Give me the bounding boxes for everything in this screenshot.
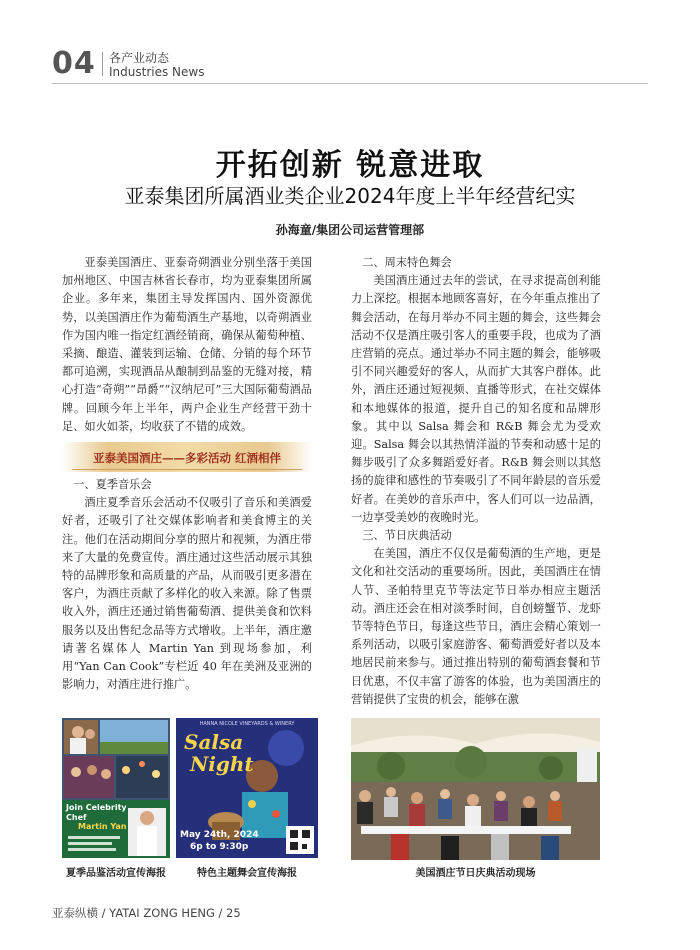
festival-event-photo: [351, 718, 600, 860]
section-number: 04: [52, 46, 96, 81]
section-title-en: Industries News: [109, 65, 205, 79]
article-author: 孙海童/集团公司运营管理部: [275, 223, 425, 237]
article-subtitle: 亚泰集团所属酒业类企业2024年度上半年经营纪实: [124, 184, 576, 208]
caption-summer-tasting: 夏季品鉴活动宣传海报: [66, 868, 166, 879]
section-divider: [102, 52, 103, 76]
banner-underline: [72, 469, 302, 470]
intro-paragraph: 亚泰美国酒庄、亚泰奇朔酒业分别坐落于美国加州地区、中国吉林省长春市，均为亚泰集团所属企业。多年来，集团主导发挥国内、国外资源优势，以美国酒庄作为葡萄酒生产基地，以奇朔酒业作为国内唯一指定红酒经销商，确保从葡萄种植、采摘、酿造、灌装到运输、仓储、分销的每个环节都可追溯，实现酒品从酿制到品鉴的无缝对接，精心打造“奇朔”“昂爵”“汉纳尼可”三大国际葡萄酒品牌。回顾今年上半年，两户企业生产经营干劲十足、如火如荼，均收获了不错的成效。: [62, 256, 312, 433]
right-column: [351, 254, 601, 709]
heading-summer-concert: 一、夏季音乐会: [73, 478, 152, 492]
salsa-title-1: Salsa: [184, 730, 244, 754]
caption-salsa-night: 特色主题舞会宣传海报: [197, 868, 297, 879]
page-footer: 亚泰纵横 / YATAI ZONG HENG / 25: [52, 906, 241, 920]
celebrity-name: Martin Yan: [78, 822, 127, 831]
salsa-date: May 24th, 2024: [180, 830, 259, 840]
caption-festival: 美国酒庄节日庆典活动现场: [415, 868, 536, 879]
heading-festival: 三、节日庆典活动: [362, 529, 452, 543]
article-title: 开拓创新 锐意进取: [215, 148, 485, 183]
celebrity-headline: Join Celebrity Chef: [66, 803, 127, 822]
salsa-winery-name: HANNA NICOLE VINEYARDS & WINERY: [199, 721, 295, 727]
left-column: [62, 254, 312, 694]
heading-weekend-dance: 二、周末特色舞会: [362, 256, 452, 269]
section-banner-text: 亚泰美国酒庄——多彩活动 红酒相伴: [92, 451, 281, 466]
salsa-time: 6p to 9:30p: [190, 842, 249, 852]
section-title-cn: 各产业动态: [109, 51, 170, 65]
summer-tasting-poster-art: [62, 718, 170, 858]
salsa-title-2: Night: [190, 752, 254, 776]
festival-event-photo-art: [351, 718, 600, 860]
salsa-night-poster: [176, 718, 318, 858]
paragraph-summer-concert: 酒庄夏季音乐会活动不仅吸引了音乐和美酒爱好者，还吸引了社交媒体影响者和美食博主的关注。他们在活动期间分享的照片和视频，为酒庄带来了大量的免费宣传。酒庄通过这些活动展示其独特的品牌形象和高质量的产品，从而吸引更多潜在客户，为酒庄贡献了多样化的收入来源。除了售票收入外，酒庄还通过销售葡萄酒、提供美食和饮料服务以及出售纪念品等方式增收。上半年，酒庄邀请著名媒体人 Martin Yan 到现场参加，利用“Yan Can Cook”专栏近 40 年在美洲及亚洲的影响力，对酒庄进行推广。: [62, 496, 312, 692]
paragraph-festival: 在美国，酒庄不仅仅是葡萄酒的生产地，更是文化和社交活动的重要场所。因此，美国酒庄在情人节、圣帕特里克节等法定节日举办相应主题活动。酒庄还会在相对淡季时间，自创螃蟹节、龙虾节等特色节日，每逢这些节日，酒庄会精心策划一系列活动，以吸引家庭游客、葡萄酒爱好者以及本地居民前来参与。通过推出特别的葡萄酒套餐和节日优惠，不仅丰富了游客的体验，也为美国酒庄的营销提供了宝贵的机会，能够在激: [351, 547, 601, 706]
summer-tasting-poster: [62, 718, 170, 858]
paragraph-weekend-dance: 美国酒庄通过去年的尝试，在寻求提高创利能力上深挖。根据本地顾客喜好，在今年重点推出了舞会活动，在每月举办不同主题的舞会，这些舞会活动不仅是酒庄吸引客人的重要手段，也成为了酒庄营销的亮点。通过举办不同主题的舞会，能够吸引不同兴趣爱好的客人，从而扩大其客户群体。此外，酒庄还通过短视频、直播等形式，在社交媒体和本地媒体的报道，提升自己的知名度和品牌形象。其中以 Salsa 舞会和 R&B 舞会尤为受欢迎。Salsa 舞会以其热情洋溢的节奏和动感十足的舞步吸引了众多舞蹈爱好者。R&B 舞会则以其悠扬的旋律和感性的节奏吸引了不同年龄层的音乐爱好者。在美妙的音乐声中，客人们可以一边品酒，一边享受美妙的夜晚时光。: [351, 274, 601, 524]
page-header: [52, 44, 648, 84]
section-banner: [62, 442, 312, 472]
